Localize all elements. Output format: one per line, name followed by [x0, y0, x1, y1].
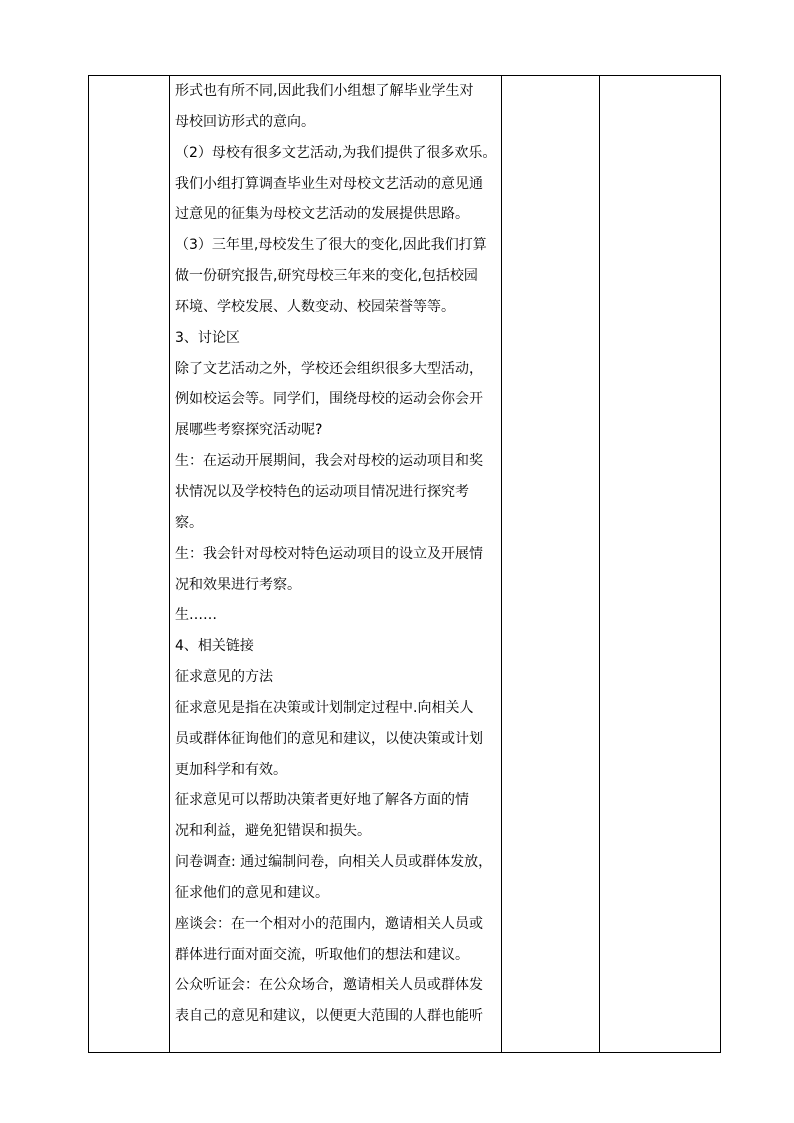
text-line: 表自己的意见和建议，以便更大范围的人群也能听: [175, 1008, 483, 1025]
text-line: 做一份研究报告,研究母校三年来的变化,包括校园: [175, 268, 478, 285]
text-line: 生……: [175, 607, 217, 624]
text-line: 更加科学和有效。: [175, 761, 287, 778]
table-row: [89, 76, 721, 1053]
text-line: 环境、学校发展、人数变动、校园荣誉等等。: [175, 298, 455, 315]
section-heading: 3、讨论区: [175, 329, 240, 346]
content-cell: [170, 76, 502, 1053]
text-line: 除了文艺活动之外，学校还会组织很多大型活动，: [175, 360, 483, 377]
text-line: 公众听证会：在公众场合，邀请相关人员或群体发: [175, 977, 483, 994]
lesson-plan-table: [88, 75, 721, 1053]
text-line: 征求意见可以帮助决策者更好地了解各方面的情: [175, 792, 469, 809]
text-line: 察。: [175, 514, 203, 531]
text-line: 生：我会针对母校对特色运动项目的设立及开展情: [175, 545, 483, 562]
section-heading: 4、相关链接: [175, 638, 254, 655]
text-line: 群体进行面对面交流，听取他们的想法和建议。: [175, 946, 469, 963]
text-line: 况和利益，避免犯错误和损失。: [175, 823, 371, 840]
text-line: 形式也有所不同,因此我们小组想了解毕业学生对: [175, 83, 474, 99]
subsection-title: 征求意见的方法: [175, 669, 273, 686]
text-line: 过意见的征集为母校文艺活动的发展提供思路。: [175, 206, 469, 223]
text-line: 座谈会：在一个相对小的范围内，邀请相关人员或: [175, 915, 483, 932]
text-line: 征求意见是指在决策或计划制定过程中.向相关人: [175, 699, 474, 716]
text-line: 生：在运动开展期间，我会对母校的运动项目和奖: [175, 453, 483, 470]
text-line: 问卷调查: 通过编制问卷，向相关人员或群体发放，: [175, 854, 493, 871]
text-line: （3）三年里,母校发生了很大的变化,因此我们打算: [175, 237, 487, 254]
text-line: 母校回访形式的意向。: [175, 113, 315, 130]
text-line: 况和效果进行考察。: [175, 576, 301, 593]
left-column-cell: [89, 76, 170, 1053]
text-line: 征求他们的意见和建议。: [175, 884, 329, 901]
text-line: （2）母校有很多文艺活动,为我们提供了很多欢乐。: [175, 144, 497, 161]
text-line: 状情况以及学校特色的运动项目情况进行探究考: [175, 483, 469, 500]
text-line: 员或群体征询他们的意见和建议，以使决策或计划: [175, 730, 483, 747]
text-line: 我们小组打算调查毕业生对母校文艺活动的意见通: [175, 175, 483, 192]
text-line: 例如校运会等。同学们，围绕母校的运动会你会开: [175, 391, 483, 408]
text-line: 展哪些考察探究活动呢?: [175, 422, 323, 439]
third-column-cell: [502, 76, 600, 1053]
right-column-cell: [600, 76, 721, 1053]
